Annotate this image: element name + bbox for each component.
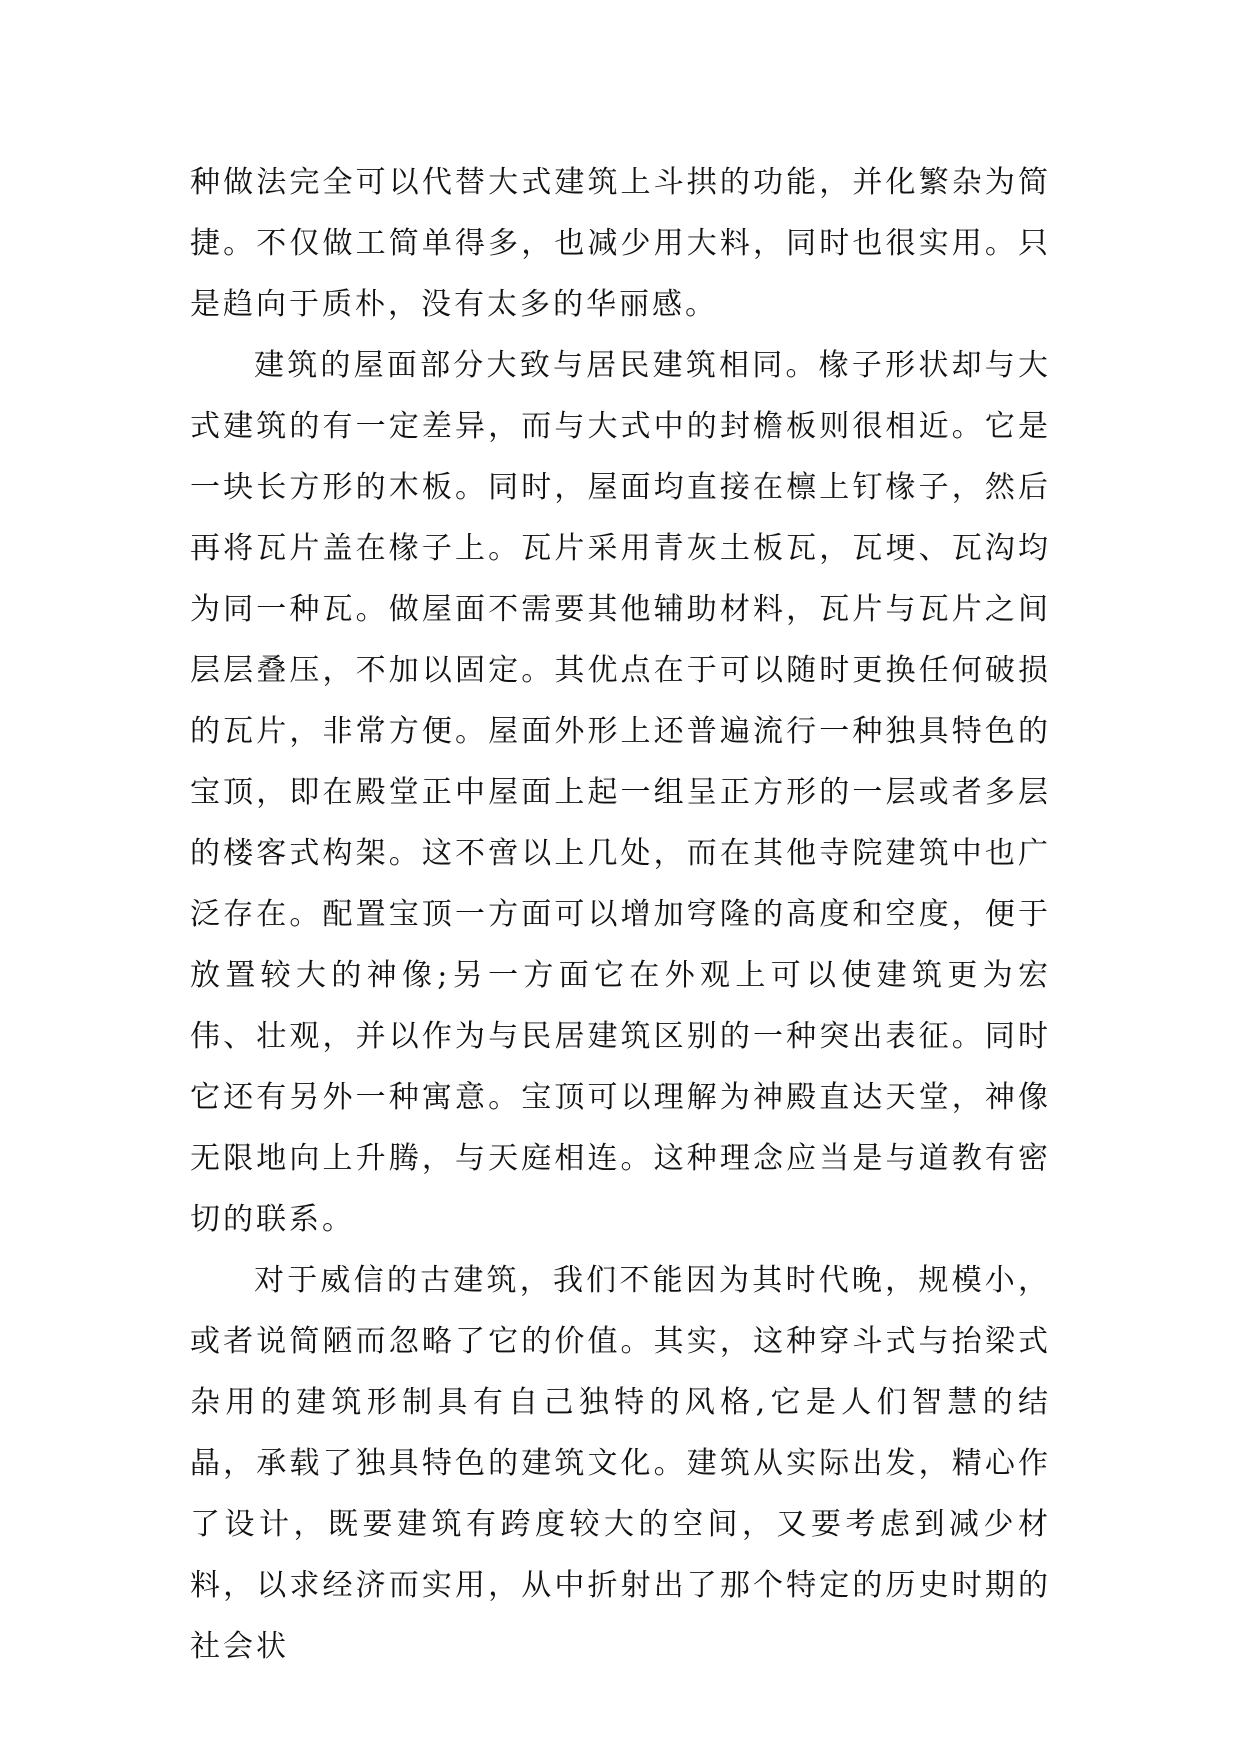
paragraph-roof: 建筑的屋面部分大致与居民建筑相同。椽子形状却与大式建筑的有一定差异，而与大式中的封檐板则很相近。它是一块长方形的木板。同时，屋面均直接在檩上钉椽子，然后再将瓦片盖在椽子上。瓦片采用青灰土板瓦，瓦埂、瓦沟均为同一种瓦。做屋面不需要其他辅助材料，瓦片与瓦片之间层层叠压，不加以固定。其优点在于可以随时更换任何破损的瓦片，非常方便。屋面外形上还普遍流行一种独具特色的宝顶，即在殿堂正中屋面上起一组呈正方形的一层或者多层的楼客式构架。这不啻以上几处，而在其他寺院建筑中也广泛存在。配置宝顶一方面可以增加穹隆的高度和空度，便于放置较大的神像;另一方面它在外观上可以使建筑更为宏伟、壮观，并以作为与民居建筑区别的一种突出表征。同时它还有另外一种寓意。宝顶可以理解为神殿直达天堂，神像无限地向上升腾，与天庭相连。这种理念应当是与道教有密切的联系。 (190, 348, 1051, 1237)
paragraph-continuation: 种做法完全可以代替大式建筑上斗拱的功能，并化繁杂为简捷。不仅做工简单得多，也减少用大料，同时也很实用。只是趋向于质朴，没有太多的华丽感。 (190, 165, 1051, 322)
paragraph-value: 对于威信的古建筑，我们不能因为其时代晚，规模小，或者说简陋而忽略了它的价值。其实，这种穿斗式与抬梁式杂用的建筑形制具有自己独特的风格,它是人们智慧的结晶，承载了独具特色的建筑文化。建筑从实际出发，精心作了设计，既要建筑有跨度较大的空间，又要考虑到减少材料，以求经济而实用，从中折射出了那个特定的历史时期的社会状 (190, 1263, 1051, 1664)
document-page (190, 152, 1051, 1677)
